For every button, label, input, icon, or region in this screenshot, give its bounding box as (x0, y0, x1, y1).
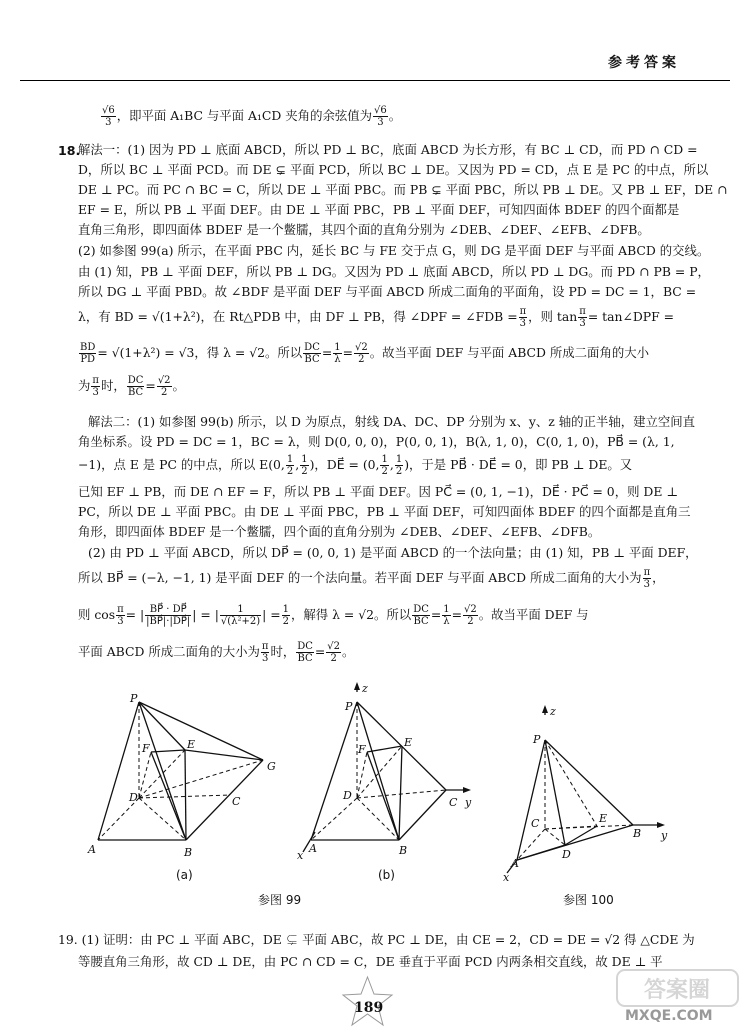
header-rule (20, 80, 730, 81)
fraction: $\frac{DC}{BC}$ (413, 604, 429, 627)
label-D: D (343, 789, 352, 802)
label-A: A (511, 857, 519, 870)
figure-caption-100: 参图 100 (563, 893, 614, 907)
label-P: P (130, 692, 138, 705)
figure-caption-a: (a) (176, 868, 193, 882)
label-A: A (88, 843, 96, 856)
text-line: 解法二：(1) 如参图 99(b) 所示，以 D 为原点，射线 DA、DC、DP 分别为 x、y、z 轴的正半轴，建立空间直 (88, 414, 696, 429)
label-y: y (465, 796, 472, 809)
label-G: G (267, 760, 276, 773)
question-number-18: 18. (58, 143, 81, 158)
text-line: 19. (1) 证明：由 PC ⊥ 平面 ABC，DE ⊊ 平面 ABC，故 PC ⊥ DE，由 CE = 2，CD = DE = √2 得 △CDE 为 (58, 932, 695, 947)
fraction: $\frac{1}{2}$ (301, 454, 308, 477)
text-line: −1)，点 E 是 PC 的中点，所以 E(0, $\frac{1}{2}$ , $\frac{1}{2}$ )，DE⃗ = (0, $\frac{1}{2}$ , $\frac{1}{2}$ )，于是 PB⃗ · DE⃗ = 0，即 PB ⊥ DE。又 (78, 454, 633, 477)
fraction: $\frac{\pi}{3}$ (643, 567, 651, 590)
text-line: D，所以 BC ⊥ 平面 PCD。而 DE ⊊ 平面 PCD，所以 BC ⊥ DE。又因为 PD = CD，点 E 是 PC 的中点，所以 (78, 162, 709, 177)
fraction: $\frac{DC}{BC}$ (297, 641, 313, 664)
z-axis-arrow (542, 705, 548, 713)
y-axis-arrow (657, 822, 665, 828)
figure-99b-drawing (295, 682, 485, 862)
label-P: P (345, 700, 353, 713)
label-y: y (661, 829, 668, 842)
label-B: B (633, 827, 642, 840)
figure-99a (80, 690, 290, 860)
fraction: $\frac{1}{2}$ (395, 454, 403, 477)
text-line: (2) 由 PD ⊥ 平面 ABCD，所以 DP⃗ = (0, 0, 1) 是平面 ABCD 的一个法向量；由 (1) 知，PB ⊥ 平面 DEF， (88, 545, 698, 560)
text-line: 所以 DG ⊥ 平面 PBD。故 ∠BDF 是平面 DEF 与平面 ABCD 所成二面角的平面角，设 PD = DC = 1，BC = (78, 284, 697, 299)
label-C: C (531, 817, 540, 830)
fraction: $\frac{BD}{PD}$ (80, 342, 96, 365)
figure-100-drawing (495, 705, 695, 885)
label-C: C (232, 795, 241, 808)
figure-99a-drawing (80, 690, 290, 860)
fraction: $\frac{DC}{BC}$ (304, 342, 320, 365)
fraction: $\frac{√2}{2}$ (464, 604, 477, 627)
fraction: $\frac{1}{2}$ (286, 454, 294, 477)
fraction: $\frac{\pi}{3}$ (579, 306, 586, 329)
text-line: DE ⊥ PC。而 PC ∩ BC = C，所以 DE ⊥ 平面 PBC。而 PB ⊊ 平面 PBC，所以 PB ⊥ DE。又 PB ⊥ EF，DE ∩ (78, 182, 728, 197)
text-line: 所以 BP⃗ = (−λ, −1, 1) 是平面 DEF 的一个法向量。若平面 DEF 与平面 ABCD 所成二面角的大小为 $\frac{\pi}{3}$ ， (78, 567, 665, 590)
text-line: 为 $\frac{\pi}{3}$ 时， $\frac{DC}{BC}$ = $\frac{√2}{2}$ 。 (78, 375, 185, 398)
label-D: D (562, 848, 571, 861)
label-x: x (503, 871, 510, 884)
text-line: PC，所以 DE ⊥ 平面 PBC。由 DE ⊥ 平面 PBC，PB ⊥ 平面 DEF，可知四面体 BDEF 的四个面都是直角三 (78, 504, 691, 519)
fraction: $\frac{1}{\lambda}$ (443, 604, 450, 627)
label-D: D (129, 791, 138, 804)
fraction: $\frac{\pi}{3}$ (261, 641, 269, 664)
z-axis-arrow (354, 682, 360, 690)
label-z: z (550, 705, 556, 718)
fraction: $\frac{√2}{2}$ (157, 375, 171, 398)
figure-99b (295, 682, 485, 862)
figure-caption-99: 参图 99 (258, 893, 302, 907)
fraction: $\frac{BP⃗ \cdot DP⃗}{|BP⃗|\cdot|DP⃗|}$ (146, 604, 191, 627)
text-line: 解法一：(1) 因为 PD ⊥ 底面 ABCD，所以 PD ⊥ BC，底面 ABCD 为长方形，有 BC ⊥ CD，而 PD ∩ CD = (78, 142, 698, 157)
text-line: λ，有 BD = √(1+λ²)，在 Rt△PDB 中，由 DF ⊥ PB，得 ∠DPF = ∠FDB = $\frac{\pi}{3}$ ，则 tan $\frac{\pi}{3}$ = tan∠DPF = (78, 306, 675, 329)
fraction: $\frac{1}{2}$ (381, 454, 388, 477)
text-line: 已知 EF ⊥ PB，而 DE ∩ EF = F，所以 PB ⊥ 平面 DEF。因 PC⃗ = (0, 1, −1)，DE⃗ · PC⃗ = 0，则 DE ⊥ (78, 484, 678, 499)
fraction: $\frac{1}{\lambda}$ (334, 342, 341, 365)
y-axis-arrow (463, 787, 471, 793)
fraction: $\frac{1}{2}$ (282, 604, 290, 627)
page-header-title: 参考答案 (608, 55, 680, 71)
fraction: $\frac{\pi}{3}$ (92, 375, 99, 398)
fraction: $\frac{√6}{3}$ (374, 105, 387, 128)
page-number: 189 (354, 1000, 384, 1016)
fraction: $\frac{√2}{2}$ (355, 342, 368, 365)
text-line: 等腰直角三角形，故 CD ⊥ DE，由 PC ∩ CD = C，DE 垂直于平面 PCD 内两条相交直线，故 DE ⊥ 平 (78, 954, 663, 969)
figure-caption-b: (b) (378, 868, 395, 882)
label-z: z (362, 682, 368, 695)
watermark-text: MXQE.COM (625, 1008, 713, 1024)
text-line: EF = E，所以 PB ⊥ 平面 DEF。由 DE ⊥ 平面 PBC，PB ⊥ 平面 DEF，可知四面体 BDEF 的四个面都是 (78, 202, 680, 217)
label-F: F (142, 742, 150, 755)
text-line: 平面 ABCD 所成二面角的大小为 $\frac{\pi}{3}$ 时， $\frac{DC}{BC}$ = $\frac{√2}{2}$ 。 (78, 641, 355, 664)
fraction: $\frac{\pi}{3}$ (117, 604, 124, 627)
figure-100 (495, 705, 695, 885)
fraction: $\frac{√2}{2}$ (327, 641, 341, 664)
fraction: $\frac{√6}{3}$ (102, 105, 115, 128)
label-P: P (533, 733, 541, 746)
label-E: E (599, 812, 608, 825)
label-x: x (297, 849, 304, 862)
text-line: 角形，即四面体 BDEF 是一个鳖臑，四个面的直角分别为 ∠DEB、∠DEF、∠EFB、∠DFB。 (78, 524, 601, 539)
label-F: F (358, 743, 366, 756)
text-line: 由 (1) 知，PB ⊥ 平面 DEF，所以 PB ⊥ DG。又因为 PD ⊥ 底面 ABCD，所以 PD ⊥ DG。而 PD ∩ PB = P， (78, 264, 710, 279)
label-B: B (399, 844, 408, 857)
text-line: 角坐标系。设 PD = DC = 1，BC = λ，则 D(0, 0, 0)，P(0, 0, 1)，B(λ, 1, 0)，C(0, 1, 0)，PB⃗ = (λ, 1, (78, 434, 675, 449)
text-line: $\frac{BD}{PD}$ = √(1+λ²) = √3，得 λ = √2。所以 $\frac{DC}{BC}$ = $\frac{1}{\lambda}$ = $\frac{√2}{2}$ 。故当平面 DEF 与平面 ABCD 所成二面角的大小 (80, 342, 650, 365)
watermark-logo-text: 答案圈 (643, 978, 711, 1003)
label-B: B (184, 846, 193, 859)
text-line: $\frac{√6}{3}$ ，即平面 A₁BC 与平面 A₁CD 夹角的余弦值为 $\frac{√6}{3}$ 。 (102, 105, 402, 128)
label-A: A (309, 842, 317, 855)
label-E: E (404, 736, 413, 749)
label-E: E (187, 738, 196, 751)
label-C: C (449, 796, 458, 809)
text-line: 直角三角形，即四面体 BDEF 是一个鳖臑，其四个面的直角分别为 ∠DEB、∠DEF、∠EFB、∠DFB。 (78, 222, 650, 237)
text-line: (2) 如参图 99(a) 所示，在平面 PBC 内，延长 BC 与 FE 交于点 G，则 DG 是平面 DEF 与平面 ABCD 的交线。 (78, 243, 710, 258)
fraction: $\frac{DC}{BC}$ (127, 375, 144, 398)
fraction: $\frac{1}{\text{√(λ²+2)}}$ (220, 604, 261, 627)
fraction: $\frac{\pi}{3}$ (519, 306, 527, 329)
text-line: 则 cos $\frac{\pi}{3}$ = | $\frac{BP⃗ \cdot DP⃗}{|BP⃗|\cdot|DP⃗|}$ | = | $\frac{1}{\text{√(λ²+2)}}$ | = $\frac{1}{2}$ ，解得 λ = √2。所以 $\frac{DC}{BC}$ = $\frac{1}{\lambda}$ = $\frac{√2}{2}$ 。故当平面 DEF 与 (78, 604, 589, 627)
